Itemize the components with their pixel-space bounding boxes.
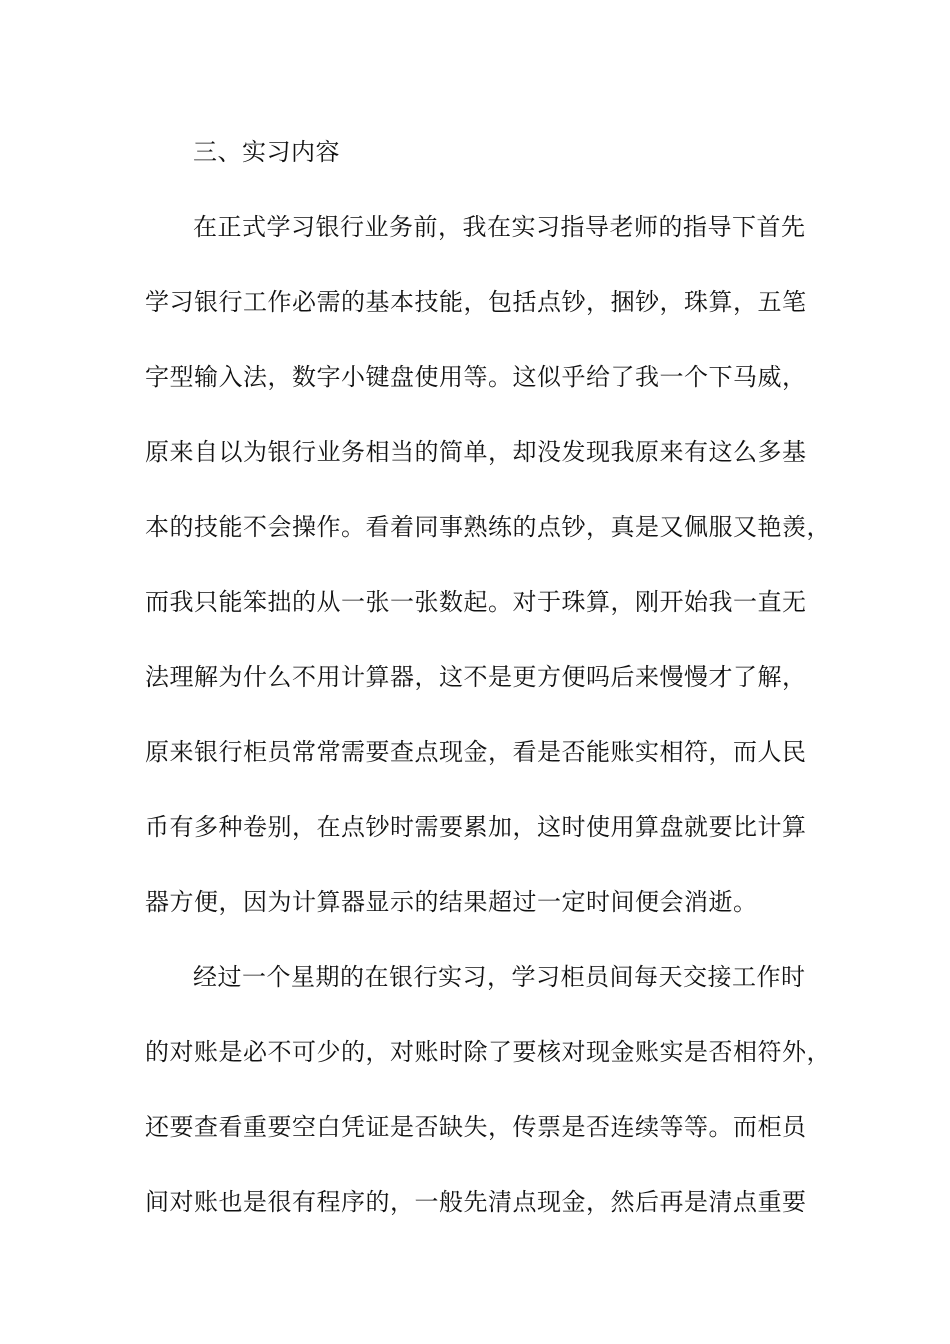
- paragraph-line: 还要查看重要空白凭证是否缺失，传票是否连续等等。而柜员: [145, 1113, 807, 1141]
- paragraph-1: [145, 202, 831, 952]
- paragraph-line: 币有多种卷别，在点钞时需要累加，这时使用算盘就要比计算: [145, 813, 807, 841]
- paragraph-line: 原来自以为银行业务相当的简单，却没发现我原来有这么多基: [145, 438, 807, 466]
- section-heading: 三、实习内容: [193, 138, 340, 166]
- paragraph-line: 原来银行柜员常常需要查点现金，看是否能账实相符，而人民: [145, 738, 807, 766]
- paragraph-line: 本的技能不会操作。看着同事熟练的点钞，真是又佩服又艳羡，: [145, 513, 831, 541]
- paragraph-line: 经过一个星期的在银行实习，学习柜员间每天交接工作时: [193, 963, 806, 991]
- paragraph-line: 而我只能笨拙的从一张一张数起。对于珠算，刚开始我一直无: [145, 588, 807, 616]
- paragraph-line: 法理解为什么不用计算器，这不是更方便吗后来慢慢才了解，: [145, 663, 807, 691]
- paragraph-line: 字型输入法，数字小键盘使用等。这似乎给了我一个下马威，: [145, 363, 807, 391]
- paragraph-line: 间对账也是很有程序的，一般先清点现金，然后再是清点重要: [145, 1188, 807, 1216]
- paragraph-line: 的对账是必不可少的，对账时除了要核对现金账实是否相符外，: [145, 1038, 831, 1066]
- paragraph-2: [145, 952, 831, 1252]
- document-body: [145, 127, 831, 1252]
- paragraph-line: 在正式学习银行业务前，我在实习指导老师的指导下首先: [193, 213, 806, 241]
- paragraph-line: 学习银行工作必需的基本技能，包括点钞，捆钞，珠算，五笔: [145, 288, 807, 316]
- paragraph-line: 器方便，因为计算器显示的结果超过一定时间便会消逝。: [145, 888, 758, 916]
